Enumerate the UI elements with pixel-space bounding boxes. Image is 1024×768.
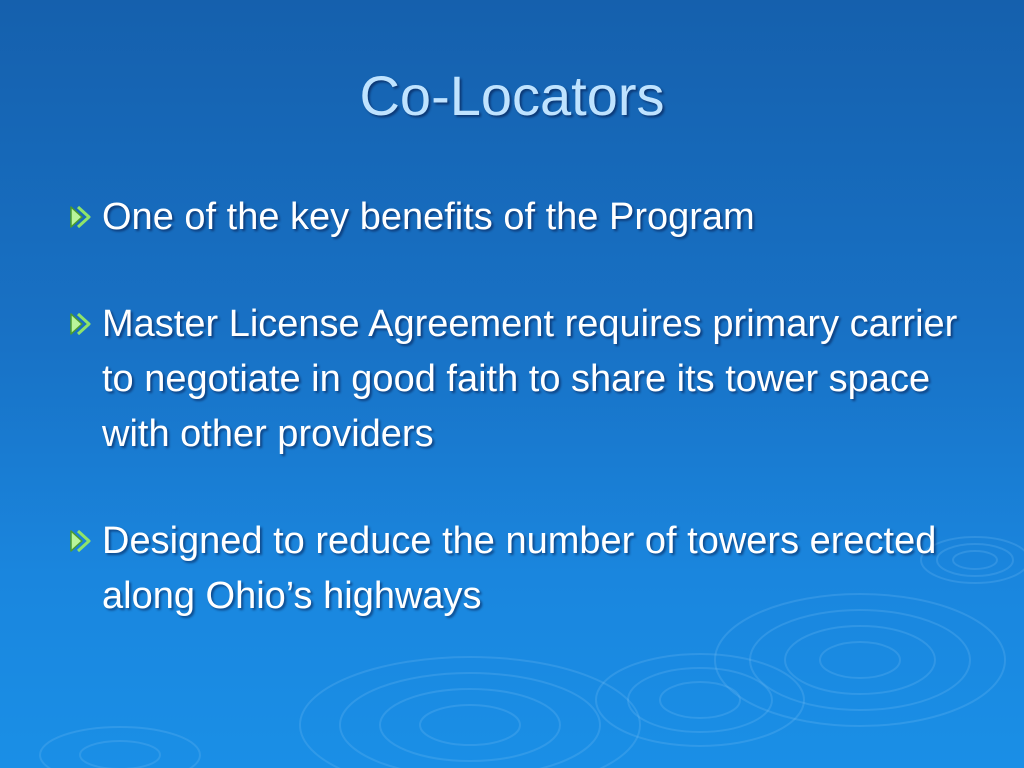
bullet-text: Master License Agreement requires primary carrier to negotiate in good faith to share its tower space with other providers (102, 303, 958, 455)
arrow-bullet-icon (68, 528, 92, 554)
arrow-bullet-icon (68, 311, 92, 337)
arrow-bullet-icon (68, 204, 92, 230)
bullet-item (64, 297, 964, 462)
slide-title: Co-Locators (359, 64, 665, 127)
bullet-item (64, 514, 964, 624)
bullet-text: Designed to reduce the number of towers erected along Ohio’s highways (102, 520, 937, 617)
bullet-list (64, 190, 964, 624)
bullet-item (64, 190, 964, 245)
bullet-text: One of the key benefits of the Program (102, 196, 755, 238)
